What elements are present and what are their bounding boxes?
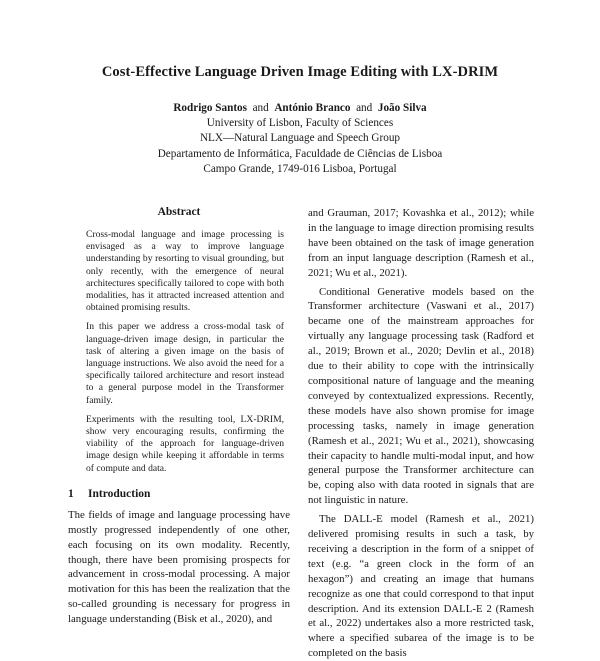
abstract-paragraph: Cross-modal language and image processing is envisaged as a way to improve language understanding by resorting to visual grounding, but only recently, with the emergence of neural architectures specifically tailored to cope with both modalities, has it attracted increased attention and obtained promising results. (86, 229, 284, 314)
paper-title: Cost-Effective Language Driven Image Editing with LX-DRIM (101, 64, 499, 80)
author-name: António Branco (274, 102, 351, 114)
author-block (0, 101, 600, 177)
abstract-heading: Abstract (157, 206, 201, 218)
right-column-body (308, 206, 534, 661)
right-column (308, 206, 534, 661)
body-paragraph: The fields of image and language processing have mostly progressed independently of one other, each focusing on its own modality. Recently, though, there have been promising prospects for advancement in cross-modal processing. A major motivation for this has been the realization that the so-called grounding is necessary for progress in language understanding (Bisk et al., 2020), and (68, 508, 290, 626)
affiliation-line: University of Lisbon, Faculty of Sciences (206, 117, 394, 130)
abstract-body (86, 229, 284, 475)
section-heading-introduction (68, 488, 290, 500)
author-separator: and (252, 102, 269, 114)
affiliation-line: Departamento de Informática, Faculdade de Ciências de Lisboa (157, 147, 443, 160)
abstract-paragraph: In this paper we address a cross-modal task of language-driven image design, in particular the task of altering a given image on the basis of language instructions. We also avoid the need for a specifically tailored architecture and resort instead to a general purpose model in the Transformer family. (86, 321, 284, 406)
introduction-body (68, 508, 290, 627)
author-names (0, 101, 600, 116)
body-paragraph: The DALL-E model (Ramesh et al., 2021) delivered promising results in such a task, by receiving a description in the form of a snippet of text (e.g. “a green clock in the form of an hexagon”) and creating an image that humans recognize as one that could correspond to that input description. And its extension DALL-E 2 (Ramesh et al., 2022) undertakes also a more restricted task, where a specified subarea of the image is to be completed on the basis (308, 513, 534, 660)
section-number: 1 (68, 487, 74, 500)
affiliation-line: NLX—Natural Language and Speech Group (199, 132, 401, 145)
body-paragraph: Conditional Generative models based on the Transformer architecture (Vaswani et al., 2017) became one of the mainstream approaches for virtually any language processing task (Radford et al., 2019; Brown et al., 2020; Devlin et al., 2018) due to their ability to cope with the intrinsically compositional nature of language and the meaning conveyed by contextualized expressions. Recently, these models have also shown promise for image processing tasks, namely in image generation (Ramesh et al., 2021; Wu et al., 2021), showcasing their capacity to handle multi-modal input, and how general purpose the Transformer architecture can be, coping also with data rooted in signals that are not linguistic in nature. (308, 285, 534, 507)
left-column (68, 206, 290, 627)
affiliation-line: Campo Grande, 1749-016 Lisboa, Portugal (203, 162, 397, 175)
section-title: Introduction (88, 487, 151, 500)
author-name: Rodrigo Santos (173, 102, 247, 114)
author-separator: and (356, 102, 373, 114)
author-name: João Silva (377, 102, 427, 114)
body-paragraph: and Grauman, 2017; Kovashka et al., 2012); while in the language to image direction promising results have been obtained on the task of image generation from an input language description (Ramesh et al., 2021; Wu et al., 2021). (308, 207, 534, 279)
abstract-paragraph: Experiments with the resulting tool, LX-DRIM, show very encouraging results, confirming the viability of the approach for language-driven image design while keeping it affordable in terms of compute and data. (86, 413, 284, 474)
